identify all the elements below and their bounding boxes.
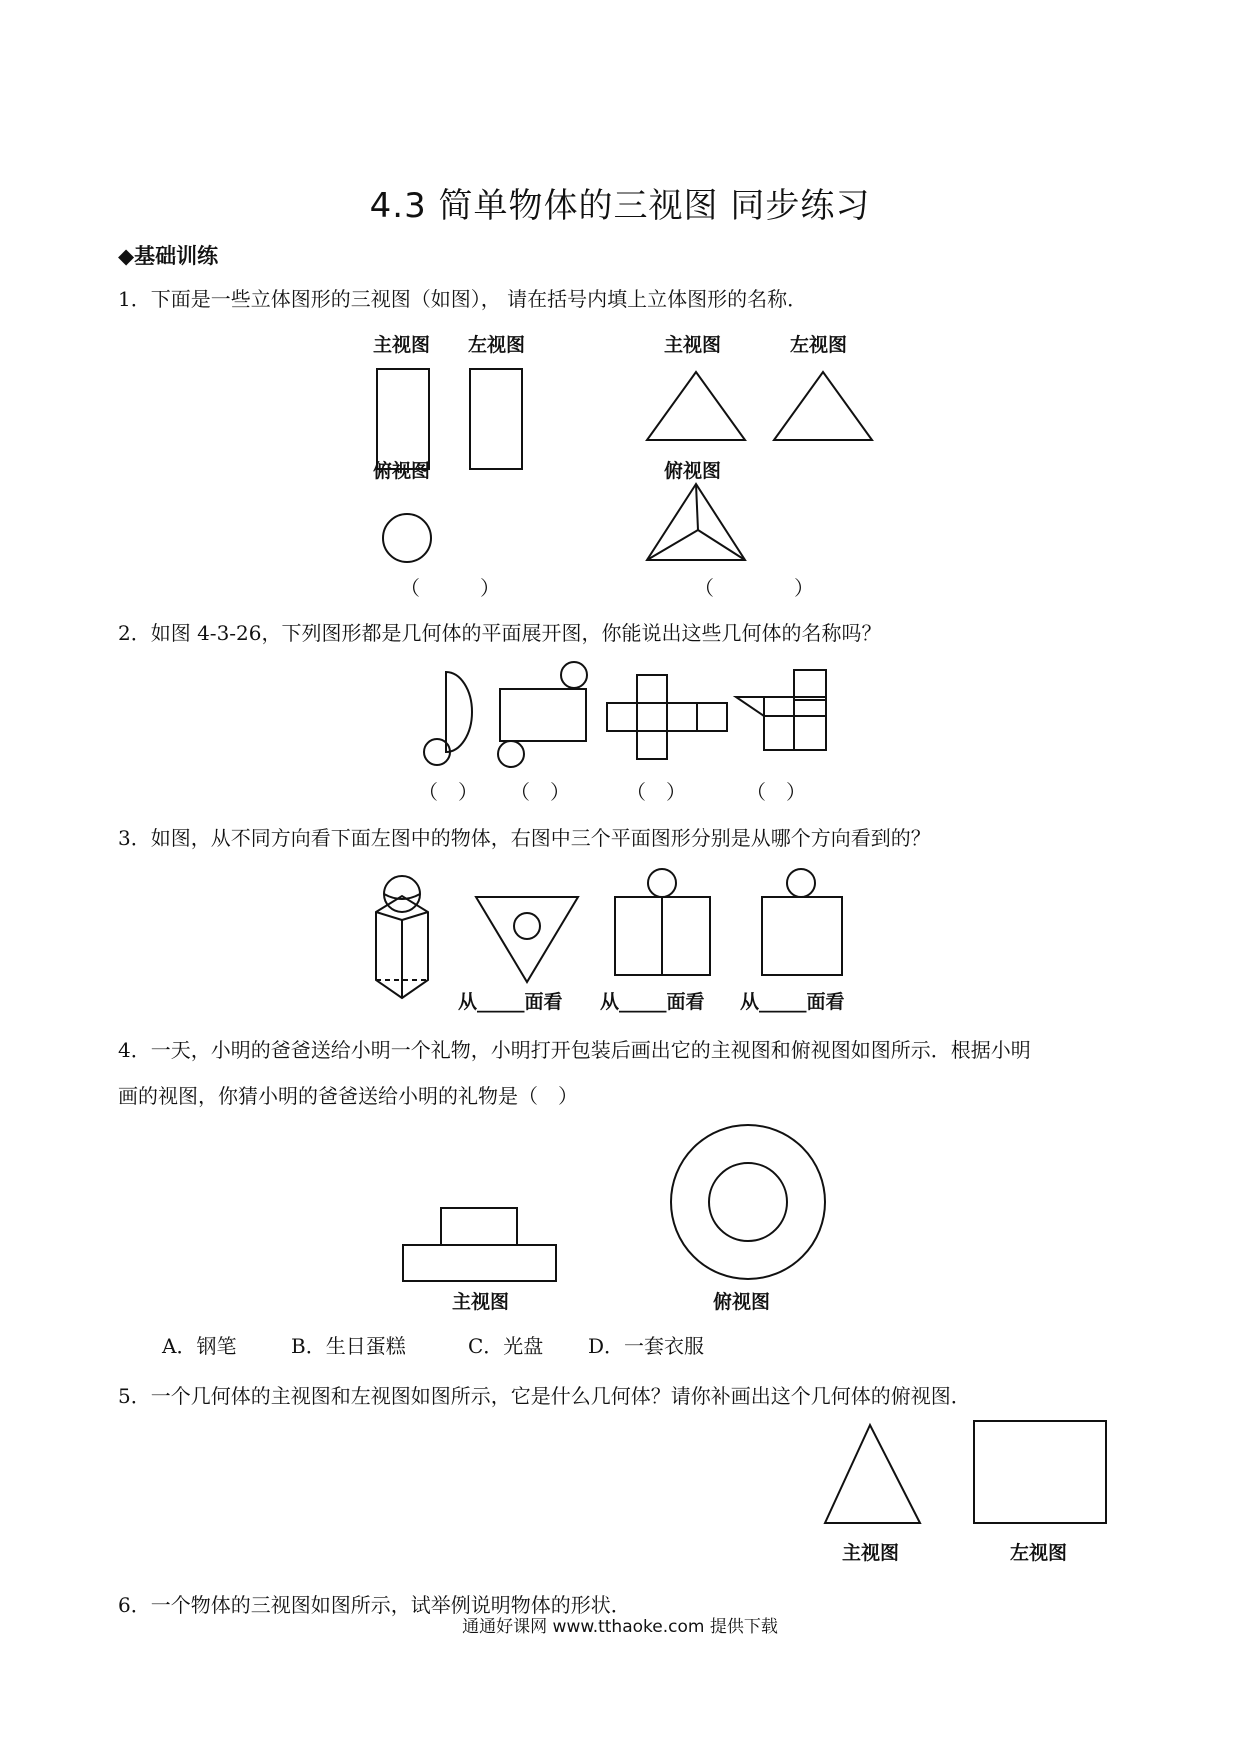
q1-left-view-label-2: 左视图: [790, 334, 848, 356]
q2-answer-blank-3[interactable]: （ ）: [626, 780, 686, 804]
q3-direction-blank-2[interactable]: 从_____面看: [600, 991, 705, 1013]
q3-top-view-triangle-circle: [476, 897, 578, 982]
q1-answer-blank-2[interactable]: （ ）: [694, 576, 814, 600]
q2-answer-blank-4[interactable]: （ ）: [746, 780, 806, 804]
question-4-text-line1: 4．一天，小明的爸爸送给小明一个礼物，小明打开包装后画出它的主视图和俯视图如图所示．根据小明: [118, 1038, 1031, 1062]
q1-answer-blank-1[interactable]: （ ）: [400, 576, 500, 600]
q1-left-view-label: 左视图: [468, 334, 526, 356]
q1-top-view-label-2: 俯视图: [664, 460, 722, 482]
q3-direction-blank-1[interactable]: 从_____面看: [458, 991, 563, 1013]
q5-left-view-label: 左视图: [1010, 1542, 1068, 1564]
q3-side-view-rect-circle: [762, 869, 842, 975]
q1-left-triangle: [774, 372, 872, 440]
q2-cube-net: [607, 675, 727, 759]
q5-front-view-label: 主视图: [842, 1542, 900, 1564]
question-4-text-line2: 画的视图，你猜小明的爸爸送给小明的礼物是（ ）: [118, 1084, 578, 1108]
question-6-text: 6．一个物体的三视图如图所示，试举例说明物体的形状．: [118, 1593, 631, 1617]
q4-option-b[interactable]: B．生日蛋糕: [291, 1334, 406, 1358]
q4-option-d[interactable]: D．一套衣服: [588, 1334, 705, 1358]
q4-front-view-label: 主视图: [452, 1291, 510, 1313]
q1-front-view-label: 主视图: [373, 334, 431, 356]
q1-front-rectangle: [377, 369, 429, 469]
q2-answer-blank-2[interactable]: （ ）: [510, 780, 570, 804]
question-5-text: 5．一个几何体的主视图和左视图如图所示，它是什么几何体？请你补画出这个几何体的俯视图．: [118, 1384, 971, 1408]
q5-left-rectangle: [974, 1421, 1106, 1523]
question-2-text: 2．如图 4-3-26，下列图形都是几何体的平面展开图，你能说出这些几何体的名称吗？: [118, 621, 882, 645]
q4-front-view-stacked-rects: [403, 1208, 556, 1281]
q1-top-triangle-with-apex-lines: [647, 484, 745, 560]
q3-direction-blank-3[interactable]: 从_____面看: [740, 991, 845, 1013]
q2-answer-blank-1[interactable]: （ ）: [418, 780, 478, 804]
footer: 通通好课网 www.tthaoke.com 提供下载: [462, 1617, 778, 1637]
q2-prism-net: [736, 670, 826, 750]
q4-option-a[interactable]: A．钢笔: [162, 1334, 237, 1358]
q4-option-c[interactable]: C．光盘: [468, 1334, 544, 1358]
q4-top-view-label: 俯视图: [713, 1291, 771, 1313]
q3-object-sphere-on-prism: [376, 876, 428, 998]
q1-front-view-label-2: 主视图: [664, 334, 722, 356]
q4-top-view-concentric-circles: [671, 1125, 825, 1279]
page-title: 4.3 简单物体的三视图 同步练习: [369, 186, 871, 226]
q5-front-triangle: [825, 1425, 920, 1523]
question-1-text: 1．下面是一些立体图形的三视图（如图）， 请在括号内填上立体图形的名称．: [118, 287, 808, 311]
question-3-text: 3．如图，从不同方向看下面左图中的物体，右图中三个平面图形分别是从哪个方向看到的？: [118, 826, 931, 850]
section-heading: ◆基础训练: [118, 244, 219, 268]
q1-top-circle: [383, 514, 431, 562]
q1-top-view-label: 俯视图: [373, 460, 431, 482]
q2-cylinder-net: [498, 662, 587, 767]
q3-front-view-rect-circle: [615, 869, 710, 975]
q1-front-triangle: [647, 372, 745, 440]
q2-cone-net: [424, 672, 472, 765]
q1-left-rectangle: [470, 369, 522, 469]
